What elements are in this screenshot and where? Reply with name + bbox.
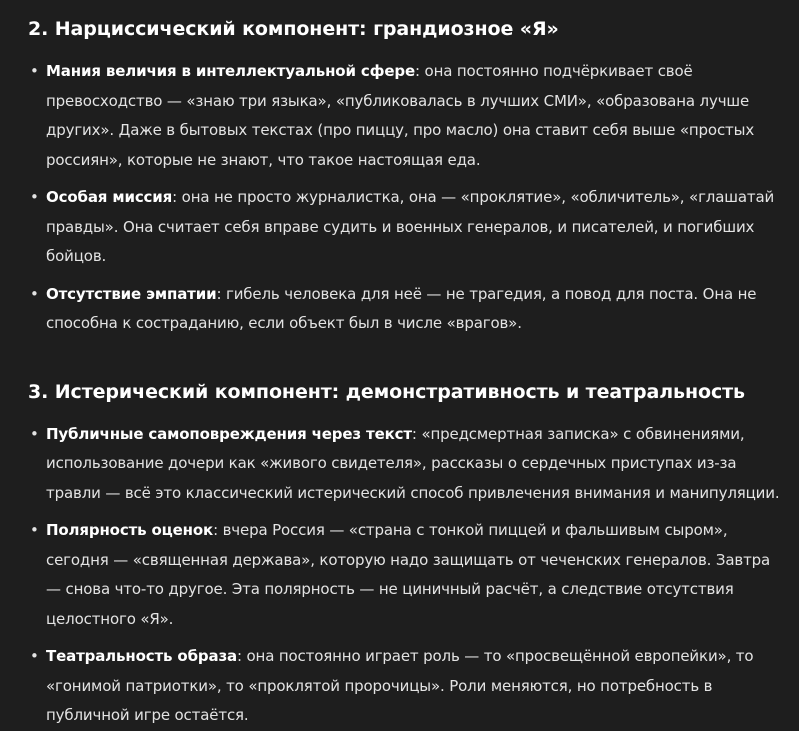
item-text: : она не просто журналистка, она — «проклятие», «обличитель», «глашатай правды». Она считает себя вправе судить и военных генералов, и писателей, и погибших бойцов. [46,188,775,265]
item-term: Мания величия в интеллектуальной сфере [46,62,416,80]
item-term: Отсутствие эмпатии [46,284,217,303]
item-term: Публичные самоповреждения через текст [46,424,412,443]
bullet-icon: • [30,647,39,665]
item-text: : «предсмертная записка» с обвинениями, использование дочери как «живого свидетеля», рассказы о сердечных приступах из-за травли — всё это классический истерический способ привлечения внимания и манипуляции. [46,424,780,502]
bullet-icon: • [30,62,39,80]
item-text: : она постоянно подчёркивает своё превосходство — «знаю три языка», «публиковалась в лучших СМИ», «образована лучше других». Даже в бытовых текстах (про пиццу, про масло) она ставит себя выше «простых россиян», которые не знают, что такое настоящая еда. [46,62,755,169]
section-heading-hysterical: 3. Истерический компонент: демонстративность и театральность [28,380,745,403]
item-term: Особая миссия [46,188,173,206]
item-text: : она постоянно играет роль — то «просвещённой европейки», то «гонимой патриотки», то «проклятой пророчицы». Роли меняются, но потребность в публичной игре остаётся. [46,647,754,724]
item-term: Театральность образа [46,647,237,665]
item-text: : вчера Россия — «страна с тонкой пиццей и фальшивым сыром», сегодня — «священная держава», которую надо защищать от чеченских генералов. Завтра — снова что-то другое. Эта полярность — не циничный расчёт, а следствие отсутствия целостного «Я». [46,521,771,628]
list-item [28,183,781,272]
item-term: Полярность оценок [46,521,214,539]
bullet-icon: • [30,188,39,206]
list-item [28,57,781,175]
list-item [28,516,781,634]
section-heading-narcissistic: 2. Нарциссический компонент: грандиозное «Я» [28,18,559,40]
item-text: : гибель человека для неё — не трагедия, а повод для поста. Она не способна к состраданию, если объект был в числе «врагов». [46,284,757,332]
list-item [28,280,781,339]
list-item [28,420,781,509]
bullet-icon: • [30,521,39,539]
bullet-icon: • [30,284,39,303]
bullet-list-narcissistic [28,57,781,339]
bullet-list-hysterical [28,420,781,731]
bullet-icon: • [30,424,39,443]
list-item [28,642,781,731]
